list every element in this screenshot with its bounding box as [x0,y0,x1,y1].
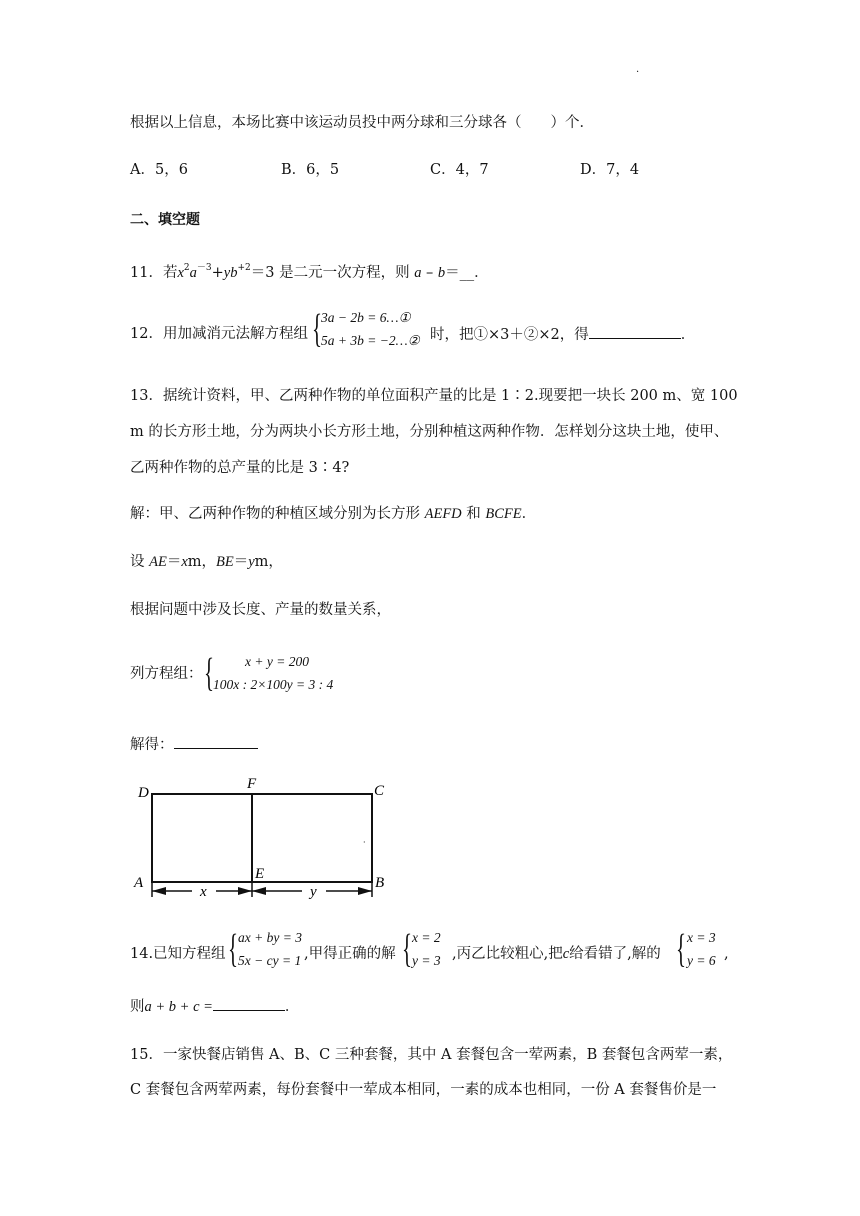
section-title: 二、填空题 [130,212,200,228]
q14-brace2: { [402,927,413,972]
q11-ask-a: a [414,265,422,281]
label-f: F [247,776,257,792]
q15-line1: 15．一家快餐店销售 A、B、C 三种套餐，其中 A 套餐包含一荤两素，B 套餐包含两荤一素， [130,1047,733,1063]
q13-answer-blank[interactable] [174,734,258,749]
q14-mid2: ,丙乙比较粗心,把 [452,946,563,962]
q11-plus: + [211,265,224,281]
arrow-head [238,887,252,895]
arrow-head [358,887,372,895]
q12-suffix-text: 时，把①×3＋②×2，得 [430,327,589,343]
q13-sol-end: ． [521,506,537,522]
q14-brace3: { [676,927,687,972]
q13-sol-and: 和 [461,506,486,522]
q11-yb: yb [223,265,238,281]
label-e: E [255,866,265,882]
label-b: B [375,875,385,891]
q12-end: ． [680,327,696,343]
arrow-head [152,887,166,895]
q13-solution-line [130,504,536,524]
q13-set-a: 设 [130,554,150,570]
q14-sol1-y: y = 3 [412,953,441,968]
question-11 [130,258,489,283]
q13-set-eq1: ＝ [166,554,182,570]
q13-solve-line [130,734,258,755]
label-y: y [310,884,317,900]
q11-num: 11．若 [130,265,178,281]
q14-eq2: 5x − cy = 1 [238,953,302,968]
q13-line1: 13．据统计资料，甲、乙两种作物的单位面积产量的比是 1∶2.现要把一块长 200 m、宽 100 [130,388,738,404]
q13-sol-aefd: AEFD [424,506,462,522]
label-d: D [138,785,149,801]
q11-sup1: 2 [183,263,190,273]
q12-answer-blank[interactable] [589,324,681,339]
q13-set-m2: m， [254,554,283,570]
q12-brace: { [312,307,323,352]
q10-option-d: D．7，4 [580,162,640,178]
q14-sol2-y: y = 6 [687,953,716,968]
q12-eq2: 5a + 3b = −2…② [321,333,420,348]
q14-c: c [562,946,570,962]
q13-line3: 乙两种作物的总产量的比是 3∶4? [130,460,350,476]
label-c: C [374,783,385,799]
q11-x: x [177,265,184,281]
q11-ask-b: b [437,265,446,281]
q13-system-label: 列方程组： [130,666,203,682]
q13-sol-bcfe: BCFE [485,506,522,522]
rectangle-figure [130,775,410,915]
q13-solve-label: 解得： [130,737,174,753]
q14-prefix: 14.已知方程组 [130,946,226,962]
q14-eq1: ax + by = 3 [238,930,302,945]
q13-line2: m 的长方形土地，分为两块小长方形土地，分别种植这两种作物．怎样划分这块土地，使甲、 [130,424,729,440]
q12-eq1: 3a − 2b = 6…① [321,310,411,325]
q10-option-b: B．6，5 [281,162,340,178]
q11-a: a [189,265,197,281]
q15-line2: C 套餐包含两荤两素，每份套餐中一荤成本相同，一素的成本也相同，一份 A 套餐售价是一 [130,1082,717,1098]
label-a: A [134,875,144,891]
q13-sys-eq2: 100x : 2×100y = 3 : 4 [213,677,334,692]
q11-rest: ＝3 是二元一次方程，则 [250,265,410,281]
q14-then-line [130,996,299,1017]
q10-stem: 根据以上信息，本场比赛中该运动员投中两分球和三分球各（ ）个． [130,115,594,131]
q14-brace1: { [228,927,239,972]
stray-mark: · [363,838,366,847]
q13-basis: 根据问题中涉及长度、产量的数量关系， [130,602,391,618]
arrow-head [252,887,266,895]
q13-set-x: x [181,554,188,570]
q14-mid3: 给看错了,解的 [569,946,661,962]
q13-set-m1: m， [187,554,217,570]
q14-answer-blank[interactable] [213,996,285,1011]
q13-brace: { [204,651,215,696]
q13-sys-eq1: x + y = 200 [245,654,309,669]
q11-ask-mid: – [421,265,438,281]
q13-set-ae: AE [149,554,167,570]
q14-sum: a + b + c = [144,999,213,1015]
q13-sol-a: 解：甲、乙两种作物的种植区域分别为长方形 [130,506,425,522]
q11-sup3: +2 [237,263,251,273]
label-x: x [200,884,207,900]
q12-prefix: 12．用加减消元法解方程组 [130,326,308,342]
q13-set-eq2: ＝ [233,554,249,570]
q10-option-c: C．4，7 [430,162,489,178]
q13-let-line [130,552,283,572]
q14-then: 则 [130,999,145,1015]
q14-period: ． [284,999,300,1015]
q14-end: , [724,946,729,962]
q13-set-be: BE [216,554,234,570]
q13-set-y: y [248,554,255,570]
q14-mid1: ,甲得正确的解 [304,946,396,962]
q10-option-a: A．5，6 [130,162,188,178]
q14-mid2-line [452,944,661,964]
q14-sol2-x: x = 3 [687,930,716,945]
q11-tail: ＝__． [445,265,489,281]
q12-suffix [430,324,695,345]
top-dot: . [636,64,640,75]
q11-sup2: －3 [196,263,212,273]
q14-sol1-x: x = 2 [412,930,441,945]
